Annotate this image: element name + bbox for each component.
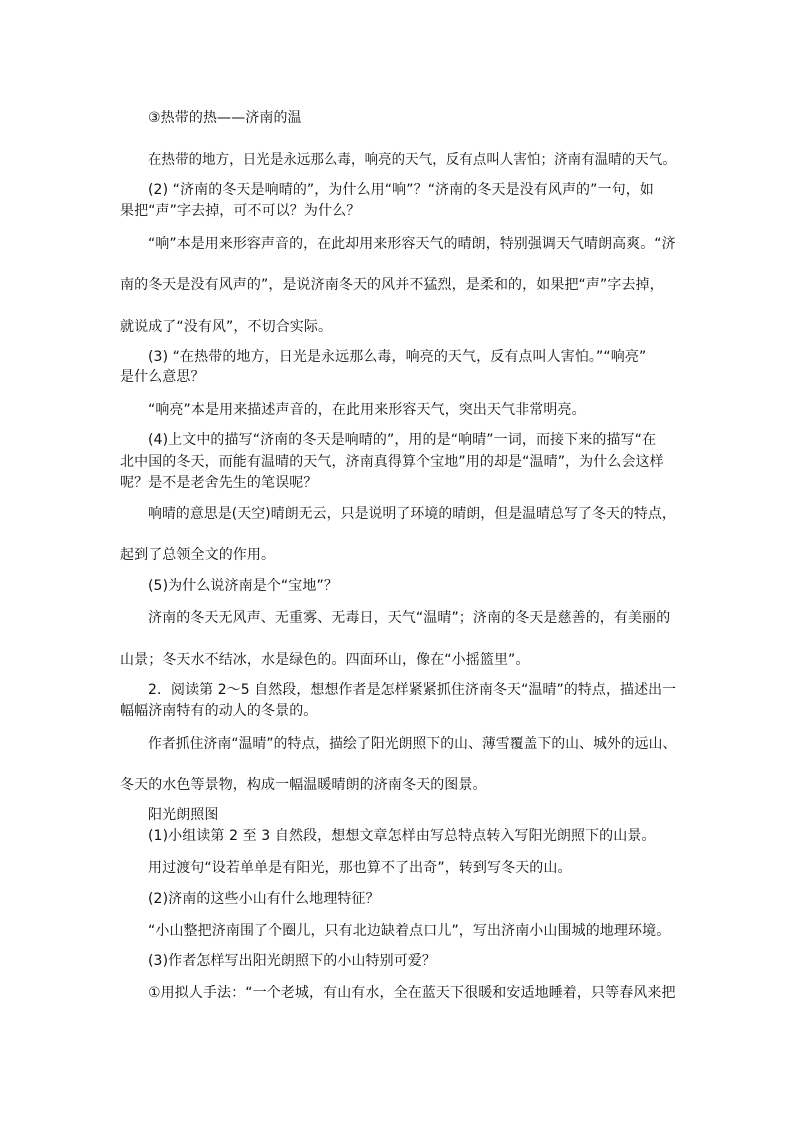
text-line: 呢？是不是老舍先生的笔误呢？: [120, 475, 318, 491]
text-line: 是什么意思？: [120, 369, 205, 385]
text-line: 2．阅读第 2～5 自然段，想想作者是怎样紧紧抓住济南冬天“温晴”的特点，描述出一: [148, 682, 677, 698]
text-line: (5)为什么说济南是个“宝地”？: [148, 578, 338, 594]
section-heading: 阳光朗照图: [148, 807, 219, 823]
text-line: 冬天的水色等景物，构成一幅温暖晴朗的济南冬天的图景。: [120, 777, 487, 793]
text-line: 北中国的冬天，而能有温晴的天气，济南真得算个宝地”用的却是“温晴”，为什么会这样: [120, 454, 664, 470]
text-line: “响”本是用来形容声音的，在此却用来形容天气的晴朗，特别强调天气晴朗高爽。“济: [148, 236, 676, 252]
text-line: 作者抓住济南“温晴”的特点，描绘了阳光朗照下的山、薄雪覆盖下的山、城外的远山、: [148, 736, 677, 752]
text-line: 南的冬天是没有风声的”，是说济南冬天的风并不猛烈，是柔和的，如果把“声”字去掉，: [120, 277, 664, 293]
text-line: 响晴的意思是(天空)晴朗无云，只是说明了环境的晴朗，但是温晴总写了冬天的特点，: [148, 506, 676, 522]
text-line: 山景；冬天水不结冰，水是绿色的。四面环山，像在“小摇篮里”。: [120, 652, 530, 668]
text-line: (3) “在热带的地方，日光是永远那么毒，响亮的天气，反有点叫人害怕。”“响亮”: [148, 349, 647, 365]
text-line: 济南的冬天无风声、无重雾、无毒日，天气“温晴”；济南的冬天是慈善的，有美丽的: [148, 610, 671, 626]
text-line: 用过渡句“设若单单是有阳光，那也算不了出奇”，转到写冬天的山。: [148, 860, 572, 876]
text-line: ③热带的热——济南的温: [148, 110, 302, 126]
text-line: (1)小组读第 2 至 3 自然段，想想文章怎样由写总特点转入写阳光朗照下的山景。: [148, 828, 656, 844]
text-line: 幅幅济南特有的动人的冬景的。: [120, 703, 318, 719]
text-line: 果把“声”字去掉，可不可以？为什么？: [120, 203, 361, 219]
text-line: “小山整把济南围了个圈儿，只有北边缺着点口儿”，写出济南小山围城的地理环境。: [148, 923, 671, 939]
text-line: 在热带的地方，日光是永远那么毒，响亮的天气，反有点叫人害怕；济南有温晴的天气。: [148, 152, 676, 168]
text-line: (4)上文中的描写“济南的冬天是响晴的”，用的是“响晴”一词，而接下来的描写“在: [148, 432, 657, 448]
text-line: 起到了总领全文的作用。: [120, 547, 276, 563]
text-line: 就说成了“没有风”，不切合实际。: [120, 319, 333, 335]
text-line: (3)作者怎样写出阳光朗照下的小山特别可爱？: [148, 953, 437, 969]
text-line: ①用拟人手法：“一个老城，有山有水，全在蓝天下很暖和安适地睡着，只等春风来把: [148, 985, 676, 1001]
text-line: (2)济南的这些小山有什么地理特征？: [148, 891, 380, 907]
text-line: “响亮”本是用来描述声音的，在此用来形容天气，突出天气非常明亮。: [148, 402, 586, 418]
text-line: (2) “济南的冬天是响晴的”，为什么用“响”？“济南的冬天是没有风声的”一句，如: [148, 182, 654, 198]
